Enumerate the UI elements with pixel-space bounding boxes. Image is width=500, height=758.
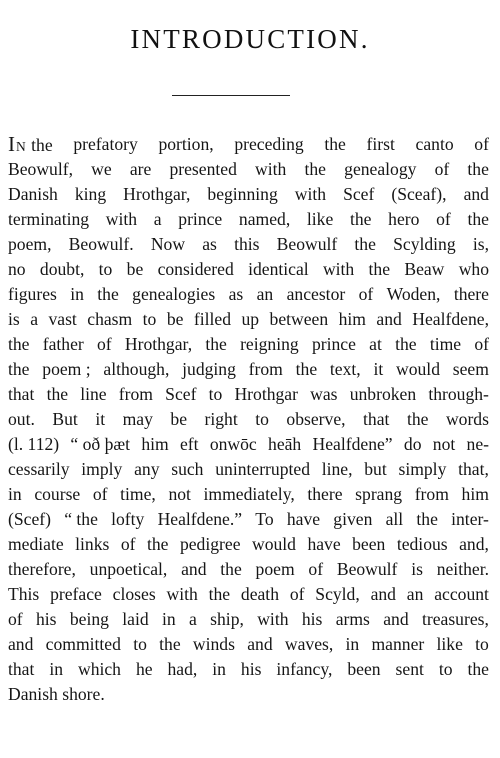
word: the: [467, 659, 489, 679]
word: king: [74, 184, 107, 204]
word: Healfdene.”: [157, 509, 243, 529]
paragraph-line: [8, 582, 489, 607]
word: terminating: [8, 209, 90, 229]
paragraph-line: [8, 632, 489, 657]
word: To: [255, 509, 274, 529]
small-cap: N: [16, 139, 27, 154]
word: a: [30, 309, 39, 329]
word: is,: [472, 234, 489, 254]
word: are: [129, 159, 152, 179]
word: the: [8, 359, 30, 379]
word: Hrothgar: [234, 384, 298, 404]
word: been: [352, 534, 386, 554]
word: therefore,: [8, 559, 76, 579]
word: and: [376, 309, 402, 329]
word: he: [135, 659, 153, 679]
word: tedious: [396, 534, 448, 554]
paragraph-line: [8, 232, 489, 257]
paragraph-line: [8, 332, 489, 357]
word: an: [256, 284, 274, 304]
word: this: [234, 234, 260, 254]
word: in: [162, 609, 176, 629]
word: which: [77, 659, 121, 679]
word: the: [324, 134, 346, 154]
word: “ oð þæt: [70, 434, 131, 454]
word: the: [146, 534, 169, 554]
word: chasm: [87, 309, 133, 329]
word: there: [453, 284, 489, 304]
word: considered: [157, 259, 234, 279]
word: Scylding: [393, 234, 456, 254]
word: although,: [103, 359, 170, 379]
word: with: [322, 259, 355, 279]
word: the: [8, 334, 30, 354]
word: identical: [248, 259, 309, 279]
word: Scef: [343, 184, 375, 204]
word: a: [153, 209, 162, 229]
word: as: [228, 284, 244, 304]
word: of: [436, 209, 451, 229]
word: genealogy: [344, 159, 417, 179]
word: Woden,: [386, 284, 441, 304]
word: his: [35, 609, 57, 629]
introduction-paragraph: [8, 132, 489, 707]
word: Danish: [8, 184, 58, 204]
word: the: [349, 209, 372, 229]
page-title: INTRODUCTION.: [130, 24, 370, 54]
paragraph-line: [8, 607, 489, 632]
word: but: [364, 459, 387, 479]
word: and: [247, 634, 273, 654]
word: (Scef): [8, 509, 51, 529]
word: is: [8, 309, 20, 329]
word: winds: [192, 634, 235, 654]
word: his: [301, 609, 323, 629]
word: an: [406, 584, 424, 604]
paragraph-line: [8, 182, 489, 207]
word: with: [294, 184, 327, 204]
word: that: [8, 384, 35, 404]
word: to: [208, 384, 223, 404]
word: a: [189, 609, 197, 629]
word: the: [467, 209, 489, 229]
word: Scef: [165, 384, 197, 404]
word: be: [166, 309, 184, 329]
word: imply: [81, 459, 123, 479]
word: pedigree: [179, 534, 241, 554]
word: Hrothgar,: [124, 334, 193, 354]
word: been: [347, 659, 381, 679]
word: Beowulf: [336, 559, 398, 579]
word: committed: [45, 634, 121, 654]
paragraph-line: [8, 382, 489, 407]
word: do: [403, 434, 422, 454]
word: of: [474, 134, 489, 154]
word: waves,: [284, 634, 334, 654]
word: named,: [238, 209, 291, 229]
word: may: [122, 409, 153, 429]
word: the: [304, 159, 326, 179]
paragraph-line: [8, 482, 489, 507]
word: the: [295, 359, 318, 379]
word: that,: [458, 459, 489, 479]
word: eft: [179, 434, 199, 454]
word: prefatory: [73, 134, 138, 154]
paragraph-line: [8, 457, 489, 482]
word: the: [205, 334, 227, 354]
word: canto: [415, 134, 454, 154]
word: death: [240, 584, 279, 604]
word: is: [411, 559, 423, 579]
word: links: [75, 534, 110, 554]
word: and: [463, 184, 489, 204]
word: of: [308, 559, 324, 579]
paragraph-line: [8, 407, 489, 432]
word: poem ;: [42, 359, 91, 379]
paragraph-line: [8, 657, 489, 682]
word: right: [204, 409, 238, 429]
word: course: [34, 484, 81, 504]
paragraph-line: [8, 532, 489, 557]
word: in: [49, 659, 64, 679]
word: Healfdene”: [312, 434, 393, 454]
word: to: [438, 659, 453, 679]
word: preceding: [234, 134, 304, 154]
word: the: [354, 234, 376, 254]
word: time: [429, 334, 462, 354]
word: to: [133, 634, 147, 654]
word: through-: [428, 384, 489, 404]
word: first: [366, 134, 395, 154]
word: him: [141, 434, 169, 454]
word: at: [369, 334, 382, 354]
word: simply: [398, 459, 447, 479]
paragraph-line: [8, 507, 489, 532]
word: But: [52, 409, 78, 429]
word: was: [310, 384, 338, 404]
word: it: [373, 359, 384, 379]
word: with: [166, 584, 198, 604]
word: have: [307, 534, 341, 554]
word: line,: [321, 459, 353, 479]
word: and,: [459, 534, 489, 554]
word: Beaw: [404, 259, 445, 279]
word: the: [220, 559, 242, 579]
drop-cap-word: IN the: [8, 132, 53, 156]
word: no: [8, 259, 26, 279]
word: (l. 112): [8, 434, 60, 454]
word: that: [363, 409, 390, 429]
word: who: [458, 259, 489, 279]
word: of: [92, 484, 108, 504]
word: doubt,: [39, 259, 85, 279]
word: ship,: [210, 609, 244, 629]
word: manner: [371, 634, 425, 654]
word: not: [168, 484, 191, 504]
word: in: [345, 634, 360, 654]
paragraph-line: [8, 307, 489, 332]
word: to: [98, 259, 113, 279]
word: “ the: [64, 509, 98, 529]
word: the: [208, 584, 231, 604]
word: be: [126, 259, 144, 279]
word: of: [358, 284, 374, 304]
word: genealogies: [132, 284, 216, 304]
word: poem,: [8, 234, 52, 254]
word: Hrothgar,: [123, 184, 191, 204]
word: him: [338, 309, 366, 329]
word: with: [105, 209, 138, 229]
word: any: [134, 459, 160, 479]
word: the: [406, 409, 429, 429]
word: neither.: [436, 559, 489, 579]
word: infancy,: [276, 659, 333, 679]
word: in: [70, 284, 84, 304]
word: Danish shore.: [8, 684, 105, 704]
word: immediately,: [203, 484, 295, 504]
word: to: [142, 309, 157, 329]
word: from: [248, 359, 283, 379]
word: between: [269, 309, 329, 329]
word: to: [255, 409, 269, 429]
word: treasures,: [421, 609, 489, 629]
word: uninterrupted: [215, 459, 310, 479]
word: Now: [150, 234, 186, 254]
word: portion,: [158, 134, 214, 154]
word: the: [46, 384, 69, 404]
word: all: [385, 509, 404, 529]
word: lofty: [111, 509, 145, 529]
paragraph-line: [8, 282, 489, 307]
word: would: [251, 534, 296, 554]
word: prince: [178, 209, 223, 229]
word: hero: [388, 209, 420, 229]
word: of: [289, 584, 305, 604]
word: had,: [167, 659, 198, 679]
word: Beowulf,: [8, 159, 73, 179]
word: cessarily: [8, 459, 70, 479]
word: of: [474, 334, 489, 354]
word: from: [118, 384, 153, 404]
word: preface: [50, 584, 102, 604]
word: judging: [182, 359, 236, 379]
word: account: [434, 584, 489, 604]
word: Scyld,: [315, 584, 360, 604]
word: as: [202, 234, 217, 254]
paragraph-line: [8, 157, 489, 182]
word: arms: [335, 609, 370, 629]
word: Beowulf: [276, 234, 338, 254]
word: poem: [255, 559, 295, 579]
word: filled: [193, 309, 232, 329]
word: words: [445, 409, 489, 429]
word: given: [333, 509, 373, 529]
word: would: [396, 359, 440, 379]
word: vast: [48, 309, 77, 329]
paragraph-line: [8, 682, 489, 707]
word: the: [416, 509, 438, 529]
paragraph-line: [8, 257, 489, 282]
word: unbroken: [349, 384, 417, 404]
word: like: [306, 209, 334, 229]
word: in: [8, 484, 22, 504]
word: inter-: [451, 509, 489, 529]
word: the: [159, 634, 181, 654]
word: up: [241, 309, 260, 329]
paragraph-line: [8, 557, 489, 582]
word: him: [461, 484, 489, 504]
word: This: [8, 584, 40, 604]
paragraph-line: [8, 432, 489, 457]
word: Beowulf.: [68, 234, 134, 254]
word: ne-: [466, 434, 489, 454]
word: beginning: [207, 184, 278, 204]
word: the: [467, 159, 489, 179]
word: (Sceaf),: [391, 184, 447, 204]
word: and: [383, 609, 409, 629]
word: presented: [169, 159, 237, 179]
word: like: [436, 634, 463, 654]
word: closes: [112, 584, 156, 604]
word: we: [91, 159, 112, 179]
word: and: [370, 584, 396, 604]
word: be: [170, 409, 187, 429]
word: of: [97, 334, 112, 354]
paragraph-line: [8, 357, 489, 382]
paragraph-line: [8, 207, 489, 232]
word: it: [95, 409, 106, 429]
word: the: [368, 259, 391, 279]
word: with: [257, 609, 289, 629]
title-rule: [172, 95, 290, 96]
word: there: [307, 484, 343, 504]
word: time,: [120, 484, 156, 504]
word: from: [414, 484, 449, 504]
word: reigning: [240, 334, 299, 354]
word: mediate: [8, 534, 64, 554]
word: father: [42, 334, 84, 354]
drop-cap: I: [8, 132, 16, 156]
word: his: [240, 659, 262, 679]
word: to: [475, 634, 489, 654]
word: Healfdene,: [412, 309, 489, 329]
word: not: [432, 434, 456, 454]
word: heāh: [268, 434, 302, 454]
word: sprang: [355, 484, 403, 504]
word: line: [80, 384, 107, 404]
word: of: [434, 159, 450, 179]
word: of: [120, 534, 136, 554]
word: such: [171, 459, 204, 479]
word: the: [97, 284, 119, 304]
word: sent: [395, 659, 424, 679]
word: ancestor: [286, 284, 346, 304]
word: that: [8, 659, 35, 679]
word: being: [69, 609, 109, 629]
word: out.: [8, 409, 35, 429]
word: unpoetical,: [89, 559, 168, 579]
word: prince: [311, 334, 356, 354]
word: have: [286, 509, 321, 529]
word: of: [8, 609, 23, 629]
word: and: [8, 634, 34, 654]
paragraph-line: [8, 132, 489, 157]
word: the: [395, 334, 417, 354]
word: text,: [329, 359, 361, 379]
word: observe,: [286, 409, 346, 429]
word: figures: [8, 284, 57, 304]
word: and: [181, 559, 207, 579]
word: with: [255, 159, 287, 179]
word: laid: [122, 609, 149, 629]
word: seem: [452, 359, 489, 379]
word: onwōc: [209, 434, 257, 454]
word: in: [212, 659, 226, 679]
